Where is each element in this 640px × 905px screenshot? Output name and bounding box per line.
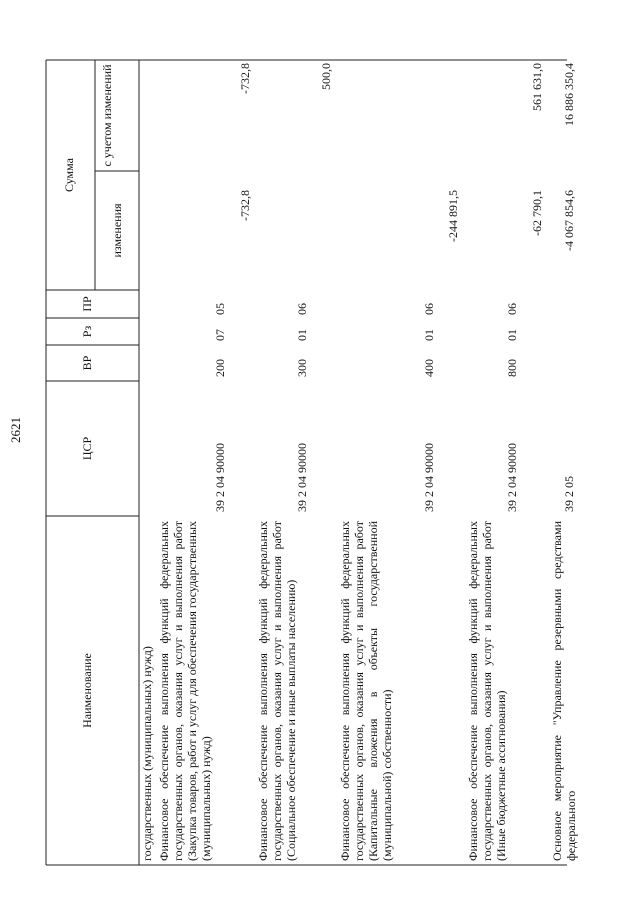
row-csr: 39 2 04 90000 bbox=[505, 443, 519, 512]
row-csr: 39 2 04 90000 bbox=[295, 443, 309, 512]
row-csr: 39 2 04 90000 bbox=[422, 443, 436, 512]
row-csr: 39 2 04 90000 bbox=[213, 443, 227, 512]
row-pr: 06 bbox=[505, 303, 519, 315]
row-change: -4 067 854,6 bbox=[562, 190, 576, 251]
page-number: 2621 bbox=[8, 417, 23, 443]
row-name: Финансовое обеспечение выполнения функций федеральных государственных органов, оказания услуг и выполнения работ (Иные бюджетные ассигнования) bbox=[466, 521, 508, 861]
row-with-changes: 500,0 bbox=[319, 63, 333, 90]
row-change: -244 891,5 bbox=[446, 190, 460, 242]
row-pr: 06 bbox=[295, 303, 309, 315]
row-vr: 800 bbox=[505, 359, 519, 377]
row-rz: 01 bbox=[295, 329, 309, 341]
row-name: Финансовое обеспечение выполнения функций федеральных государственных органов, оказания услуг и выполнения работ (Закупка товаров, работ и услуг для обеспечения государственных (муниципальных) нужд) bbox=[157, 520, 213, 861]
row-rz: 07 bbox=[213, 329, 227, 341]
header-csr: ЦСР bbox=[80, 436, 94, 461]
header-with-changes: с учетом изменений bbox=[100, 64, 114, 167]
row-csr: 39 2 05 bbox=[562, 476, 576, 512]
header-vr: ВР bbox=[80, 355, 94, 371]
row-vr: 400 bbox=[422, 359, 436, 377]
row-vr: 300 bbox=[295, 359, 309, 377]
row-name: Финансовое обеспечение выполнения функций федеральных государственных органов, оказания услуг и выполнения работ (Социальное обеспечение и иные выплаты населению) bbox=[256, 521, 298, 861]
row-vr: 200 bbox=[213, 359, 227, 377]
row-with-changes: 561 631,0 bbox=[530, 63, 544, 111]
header-name: Наименование bbox=[80, 653, 94, 728]
row-rz: 01 bbox=[422, 329, 436, 341]
row-rz: 01 bbox=[505, 329, 519, 341]
header-change: изменения bbox=[110, 203, 124, 258]
header-pr: ПР bbox=[80, 296, 94, 312]
header-sum: Сумма bbox=[62, 158, 76, 192]
row-pr: 06 bbox=[422, 303, 436, 315]
header-rz: Рз bbox=[80, 325, 94, 338]
row-change: -732,8 bbox=[238, 190, 252, 221]
continuation-text: государственных (муниципальных) нужд) bbox=[140, 646, 154, 861]
row-with-changes: 16 886 350,4 bbox=[562, 63, 576, 126]
row-pr: 05 bbox=[213, 303, 227, 315]
row-name: Финансовое обеспечение выполнения функций федеральных государственных органов, оказания услуг и выполнения работ (Капитальные вложения в объекты государственной (муниципальной) собственности) bbox=[338, 521, 394, 861]
row-with-changes: -732,8 bbox=[238, 63, 252, 94]
row-name: Основное мероприятие "Управление резервными средствами федерального bbox=[550, 521, 578, 861]
row-change: -62 790,1 bbox=[530, 190, 544, 236]
